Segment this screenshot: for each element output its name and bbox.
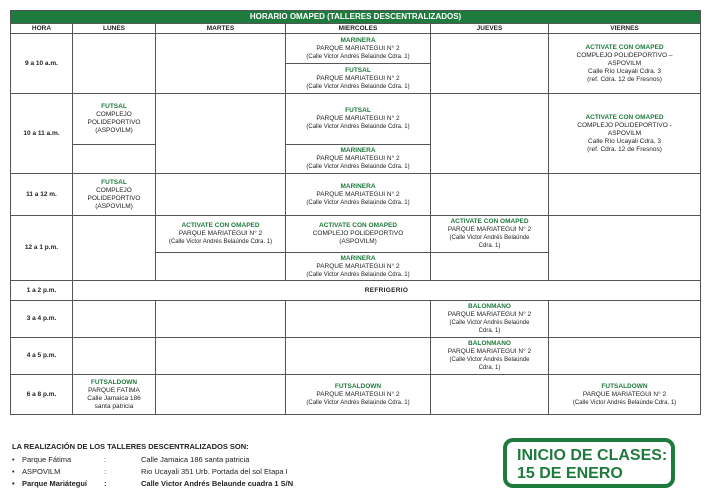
venue: PARQUE MARIATEGUI N° 2	[316, 262, 400, 270]
activity-name: BALONMANO	[468, 303, 511, 310]
location-item	[12, 478, 293, 490]
badge-date: 15 DE ENERO	[517, 465, 623, 482]
colon: :	[104, 455, 107, 464]
empty-cell	[549, 174, 701, 216]
hour-cell: 12 a 1 p.m.	[11, 216, 73, 281]
hour-cell: 3 a 4 p.m.	[11, 301, 73, 338]
activity-name: MARINERA	[340, 36, 376, 44]
activity-name: ACTIVATE CON OMAPED	[585, 113, 664, 121]
address: (Calle Victor Andrés Belaúnde Cdra. 1)	[306, 399, 410, 406]
class-cell	[286, 375, 431, 415]
hour-cell: 10 a 11 a.m.	[11, 94, 73, 174]
bullet: •	[12, 455, 15, 464]
activity-name: ACTIVATE CON OMAPED	[585, 43, 664, 51]
venue: COMPLEJO POLIDEPORTIVO -	[577, 121, 672, 129]
header-miercoles: MIERCOLES	[286, 24, 431, 34]
venue: COMPLEJO	[96, 111, 132, 118]
empty-cell	[156, 375, 286, 415]
activity-name: MARINERA	[340, 254, 376, 262]
header-hora: HORA	[11, 24, 73, 34]
badge-title: INICIO DE CLASES:	[517, 447, 668, 464]
address: santa patricia	[94, 402, 134, 410]
activity-name: MARINERA	[340, 182, 376, 190]
class-cell	[549, 34, 701, 94]
location-item	[12, 466, 293, 478]
class-cell	[73, 174, 156, 216]
header-viernes: VIERNES	[549, 24, 701, 34]
activity-name: ACTIVATE CON OMAPED	[318, 222, 398, 229]
venue: PARQUE MARIATEGUI N° 2	[316, 44, 400, 52]
address: (Calle Victor Andrés Belaúnde Cdra. 1)	[572, 399, 677, 406]
start-date-badge	[503, 438, 675, 488]
class-cell	[549, 94, 701, 174]
hour-cell: 9 a 10 a.m.	[11, 34, 73, 94]
venue: (ASPOVILM)	[95, 202, 133, 210]
class-cell	[286, 34, 431, 64]
class-cell	[431, 216, 549, 253]
activity-name: BALONMANO	[468, 340, 511, 347]
location-address: Calle Jamaica 186 santa patricia	[141, 455, 250, 464]
venue: PARQUE MARIATEGUI N° 2	[178, 230, 263, 237]
venue: POLIDEPORTIVO	[87, 119, 141, 126]
bullet: •	[12, 467, 15, 476]
header-lunes: LUNES	[73, 24, 156, 34]
venue: COMPLEJO POLIDEPORTIVO	[312, 230, 404, 237]
location-name: Parque Mariáteguí	[22, 479, 88, 488]
bullet: •	[12, 479, 15, 488]
class-cell	[431, 338, 549, 375]
empty-cell	[549, 338, 701, 375]
empty-cell	[73, 301, 156, 338]
class-cell	[73, 94, 156, 145]
venue: PARQUE MARIATEGUI N° 2	[582, 390, 667, 398]
empty-cell	[549, 301, 701, 338]
venue: PARQUE MARIATEGUI N° 2	[316, 155, 400, 162]
schedule-title: HORARIO OMAPED (TALLERES DESCENTRALIZADOS)	[11, 11, 701, 24]
header-jueves: JUEVES	[431, 24, 549, 34]
class-cell	[286, 253, 431, 281]
empty-cell	[431, 253, 549, 281]
class-cell	[286, 64, 431, 94]
address: Cdra. 1)	[478, 365, 501, 371]
class-cell	[286, 145, 431, 174]
address: (Calle Victor Andrés Belaúnde Cdra. 1)	[306, 271, 410, 278]
empty-cell	[431, 375, 549, 415]
locations-note	[12, 441, 293, 490]
class-cell	[73, 375, 156, 415]
empty-cell	[431, 174, 549, 216]
address: (Calle Victor Andrés Belaúnde Cdra. 1)	[306, 124, 410, 130]
venue: PARQUE MARIATEGUI N° 2	[316, 74, 400, 82]
schedule-table	[10, 10, 701, 415]
venue: POLIDEPORTIVO	[87, 194, 141, 202]
hour-cell: 4 a 5 p.m.	[11, 338, 73, 375]
activity-name: FUTSAL	[101, 103, 127, 110]
venue: PARQUE FATIMA	[88, 386, 140, 394]
venue: (ASPOVILM)	[95, 127, 133, 134]
address: (Calle Victor Andrés Belaúnde Cdra. 1)	[168, 239, 273, 245]
activity-name: ACTIVATE CON OMAPED	[450, 218, 529, 225]
activity-name: ACTIVATE CON OMAPED	[181, 222, 260, 229]
class-cell	[286, 216, 431, 253]
class-cell	[431, 301, 549, 338]
activity-name: FUTSALDOWN	[601, 382, 648, 390]
empty-cell	[549, 216, 701, 281]
location-address: Calle Victor Andrés Belaunde cuadra 1 S/N	[141, 479, 294, 488]
address: (Calle Victor Andrés Belaúnde	[449, 235, 530, 241]
address: Calle Río Ucayali Cdra. 3	[588, 137, 661, 145]
venue: PARQUE MARIATEGUI N° 2	[316, 190, 400, 198]
empty-cell	[156, 34, 286, 94]
address: (Calle Victor Andrés Belaúnde Cdra. 1)	[306, 199, 410, 206]
address: (ref. Cdra. 12 de Fresnos)	[587, 75, 662, 83]
lunch-break-label: REFRIGERIO	[73, 281, 701, 301]
address: (ref. Cdra. 12 de Fresnos)	[587, 145, 662, 153]
venue: PARQUE MARIATEGUI N° 2	[316, 115, 400, 122]
hour-cell: 6 a 8 p.m.	[11, 375, 73, 415]
class-cell	[549, 375, 701, 415]
address: Calle Río Ucayali Cdra. 3	[588, 67, 661, 75]
class-cell	[286, 94, 431, 145]
activity-name: FUTSAL	[345, 66, 371, 74]
empty-cell	[73, 338, 156, 375]
address: (Calle Victor Andrés Belaúnde	[449, 320, 530, 326]
address: Cdra. 1)	[478, 328, 501, 334]
address: (Calle Victor Andrés Belaúnde Cdra. 1)	[306, 83, 410, 90]
address: (Calle Victor Andrés Belaúnde Cdra. 1)	[306, 53, 410, 60]
address: (Calle Victor Andrés Belaúnde	[449, 357, 530, 363]
location-name: ASPOVILM	[22, 467, 61, 476]
venue: PARQUE MARIATEGUI N° 2	[447, 348, 532, 355]
colon: :	[104, 467, 107, 476]
activity-name: FUTSALDOWN	[90, 378, 138, 386]
activity-name: FUTSAL	[101, 178, 127, 186]
venue: PARQUE MARIATEGUI N° 2	[447, 226, 532, 233]
class-cell	[156, 216, 286, 253]
empty-cell	[73, 145, 156, 174]
activity-name: FUTSALDOWN	[334, 382, 382, 390]
location-address: Rio Ucayali 351 Urb. Portada del sol Etapa I	[141, 467, 288, 476]
empty-cell	[156, 338, 286, 375]
address: Cdra. 1)	[478, 243, 501, 249]
empty-cell	[73, 216, 156, 281]
venue: ASPOVILM	[607, 129, 642, 137]
colon: :	[104, 479, 107, 488]
venue: COMPLEJO	[96, 186, 132, 194]
venue: ASPOVILM	[607, 59, 642, 67]
empty-cell	[156, 301, 286, 338]
locations-note-title: LA REALIZACIÓN DE LOS TALLERES DESCENTRALIZADOS SON:	[12, 442, 249, 451]
empty-cell	[431, 34, 549, 94]
location-name: Parque Fátima	[22, 455, 72, 464]
venue: PARQUE MARIATEGUI N° 2	[447, 311, 532, 318]
address: Calle Jamaica 186	[87, 394, 141, 402]
activity-name: MARINERA	[340, 147, 376, 154]
header-martes: MARTES	[156, 24, 286, 34]
empty-cell	[431, 94, 549, 174]
venue: COMPLEJO POLIDEPORTIVO –	[576, 51, 673, 59]
empty-cell	[156, 94, 286, 174]
empty-cell	[73, 34, 156, 94]
empty-cell	[286, 301, 431, 338]
activity-name: FUTSAL	[345, 107, 371, 114]
empty-cell	[156, 174, 286, 216]
address: (Calle Victor Andrés Belaúnde Cdra. 1)	[306, 164, 410, 170]
class-cell	[286, 174, 431, 216]
venue: (ASPOVILM)	[339, 238, 377, 245]
venue: PARQUE MARIATEGUI N° 2	[316, 390, 400, 398]
hour-cell: 11 a 12 m.	[11, 174, 73, 216]
empty-cell	[156, 253, 286, 281]
hour-cell: 1 a 2 p.m.	[11, 281, 73, 301]
empty-cell	[286, 338, 431, 375]
location-item	[12, 454, 293, 466]
